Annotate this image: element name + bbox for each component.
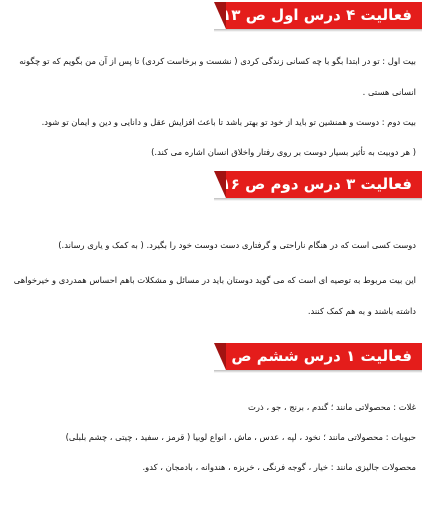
section-3-line-1: غلات : محصولاتی مانند ؛ گندم ، برنج ، جو ، ذرت [248, 402, 416, 412]
banner-fold [214, 343, 226, 370]
banner-shadow [214, 370, 422, 373]
section-2-line-2: این بیت مربوط به توصیه ای است که می گوید دوستان باید در مسائل و مشکلات باهم احساس همدردی و خیرخواهی [13, 275, 416, 285]
banner-fold [214, 2, 226, 29]
section-2-line-1: دوست کسی است که در هنگام ناراحتی و گرفتاری دست دوست خود را بگیرد. ( به کمک و یاری رساند.) [58, 240, 416, 250]
section-3-line-3: محصولات جالیزی مانند : خیار ، گوجه فرنگی ، خربزه ، هندوانه ، بادمجان ، کدو. [142, 462, 416, 472]
section-2-title-banner [221, 171, 422, 198]
section-1-line-1: بیت اول : تو در ابتدا بگو با چه کسانی زندگی کردی ( نشست و برخاست کردی) تا پس از آن من بگویم که تو چگونه [19, 56, 416, 66]
section-3-title-banner [207, 343, 422, 370]
section-3-title: فعالیت ۱ درس ششم ص ۲۸ [207, 347, 412, 365]
banner-fold [214, 171, 226, 198]
section-1-title: فعالیت ۴ درس اول ص ۱۳ [222, 6, 412, 24]
section-1-line-4: ( هر دوبیت به تأثیر بسیار دوست بر روی رفتار واخلاق انسان اشاره می کند.) [151, 147, 416, 157]
section-1-title-banner [222, 2, 422, 29]
banner-shadow [214, 29, 422, 32]
section-3-line-2: حبوبات : محصولاتی مانند ؛ نخود ، لپه ، عدس ، ماش ، انواع لوبیا ( قرمز ، سفید ، چیتی ، چشم بلبلی) [65, 432, 416, 442]
section-2-line-3: داشته باشند و به هم کمک کنند. [307, 306, 416, 316]
section-1-line-2: انسانی هستی . [362, 87, 416, 97]
section-1-line-3: بیت دوم : دوست و همنشین تو باید از خود تو بهتر باشد تا باعث افزایش عقل و دانایی و دین و ایمان تو شود. [41, 117, 416, 127]
section-2-title: فعالیت ۳ درس دوم ص ۱۶ [221, 175, 412, 193]
banner-shadow [214, 198, 422, 201]
